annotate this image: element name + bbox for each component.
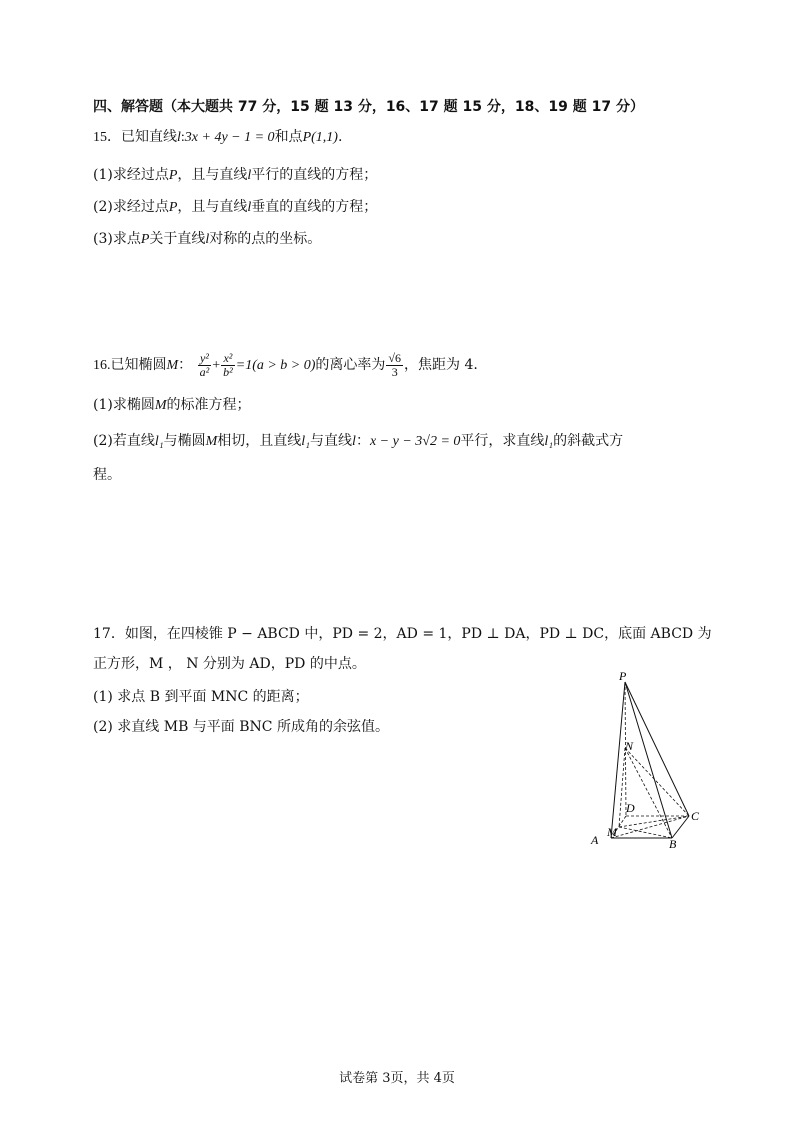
label-P: P — [619, 669, 627, 683]
edge-PC — [625, 682, 689, 816]
edge-NM — [619, 748, 625, 827]
q17-part2: (2) 求直线 MB 与平面 BNC 所成角的余弦值。 — [93, 719, 389, 735]
q16-line-equation: x − y − 3√2 = 0 — [369, 434, 461, 449]
q16-part2-cont: 程。 — [93, 467, 121, 483]
q16-fraction-y: $\frac{\text{y²}}{\text{a²}}$ — [199, 350, 210, 379]
q16-eccentricity: $\frac{√6}{3}$ — [388, 350, 402, 379]
label-M: M — [607, 825, 617, 839]
q17-stem-line2: 正方形，M ， N 分别为 AD，PD 的中点。 — [93, 656, 366, 672]
q16-stem: 16.已知椭圆M： $\frac{\text{y²}}{\text{a²}}$ + $\frac{\text{x²}}{\text{b²}}$ =1(a > b > 0)的离心率为 $\frac{√6}{3}$ ，焦距为 4. — [93, 350, 478, 379]
label-C: C — [691, 809, 700, 823]
q16-fraction-x: $\frac{\text{x²}}{\text{b²}}$ — [223, 350, 233, 379]
q17-stem-line1: 17．如图，在四棱锥 P − ABCD 中，PD = 2，AD = 1，PD ⊥ DA，PD ⊥ DC，底面 ABCD 为 — [93, 626, 712, 642]
q16-part1: (1)求椭圆M的标准方程； — [93, 397, 251, 413]
label-N: N — [625, 739, 634, 753]
q15-part2: (2)求经过点P，且与直线l垂直的直线的方程； — [93, 199, 378, 215]
q15-point: P(1,1) — [302, 130, 338, 145]
pyramid-figure — [585, 668, 710, 853]
section-heading: 四、解答题（本大题共 77 分，15 题 13 分，16、17 题 15 分，18、19 题 17 分） — [93, 99, 644, 115]
edge-BC — [672, 816, 689, 838]
q17-part1: (1) 求点 B 到平面 MNC 的距离； — [93, 689, 309, 705]
q15-part3: (3)求点P关于直线l对称的点的坐标。 — [93, 231, 322, 247]
edge-MC — [619, 816, 689, 827]
label-B: B — [669, 837, 677, 851]
q15-stem: 15．已知直线l:3x + 4y − 1 = 0和点P(1,1). — [93, 129, 343, 145]
edge-AC — [611, 816, 689, 838]
q15-part1: (1)求经过点P，且与直线l平行的直线的方程； — [93, 167, 378, 183]
q16-part2: (2)若直线l₁与椭圆M相切，且直线l₁与直线l：x − y − 3√2 = 0平行，求直线l₁的斜截式方 — [93, 433, 624, 449]
label-D: D — [626, 801, 635, 815]
page-footer: 试卷第 3页，共 4页 — [339, 1071, 455, 1086]
label-A: A — [591, 833, 599, 847]
q15-line-equation: 3x + 4y − 1 = 0 — [184, 130, 275, 145]
edge-PA — [611, 682, 625, 838]
